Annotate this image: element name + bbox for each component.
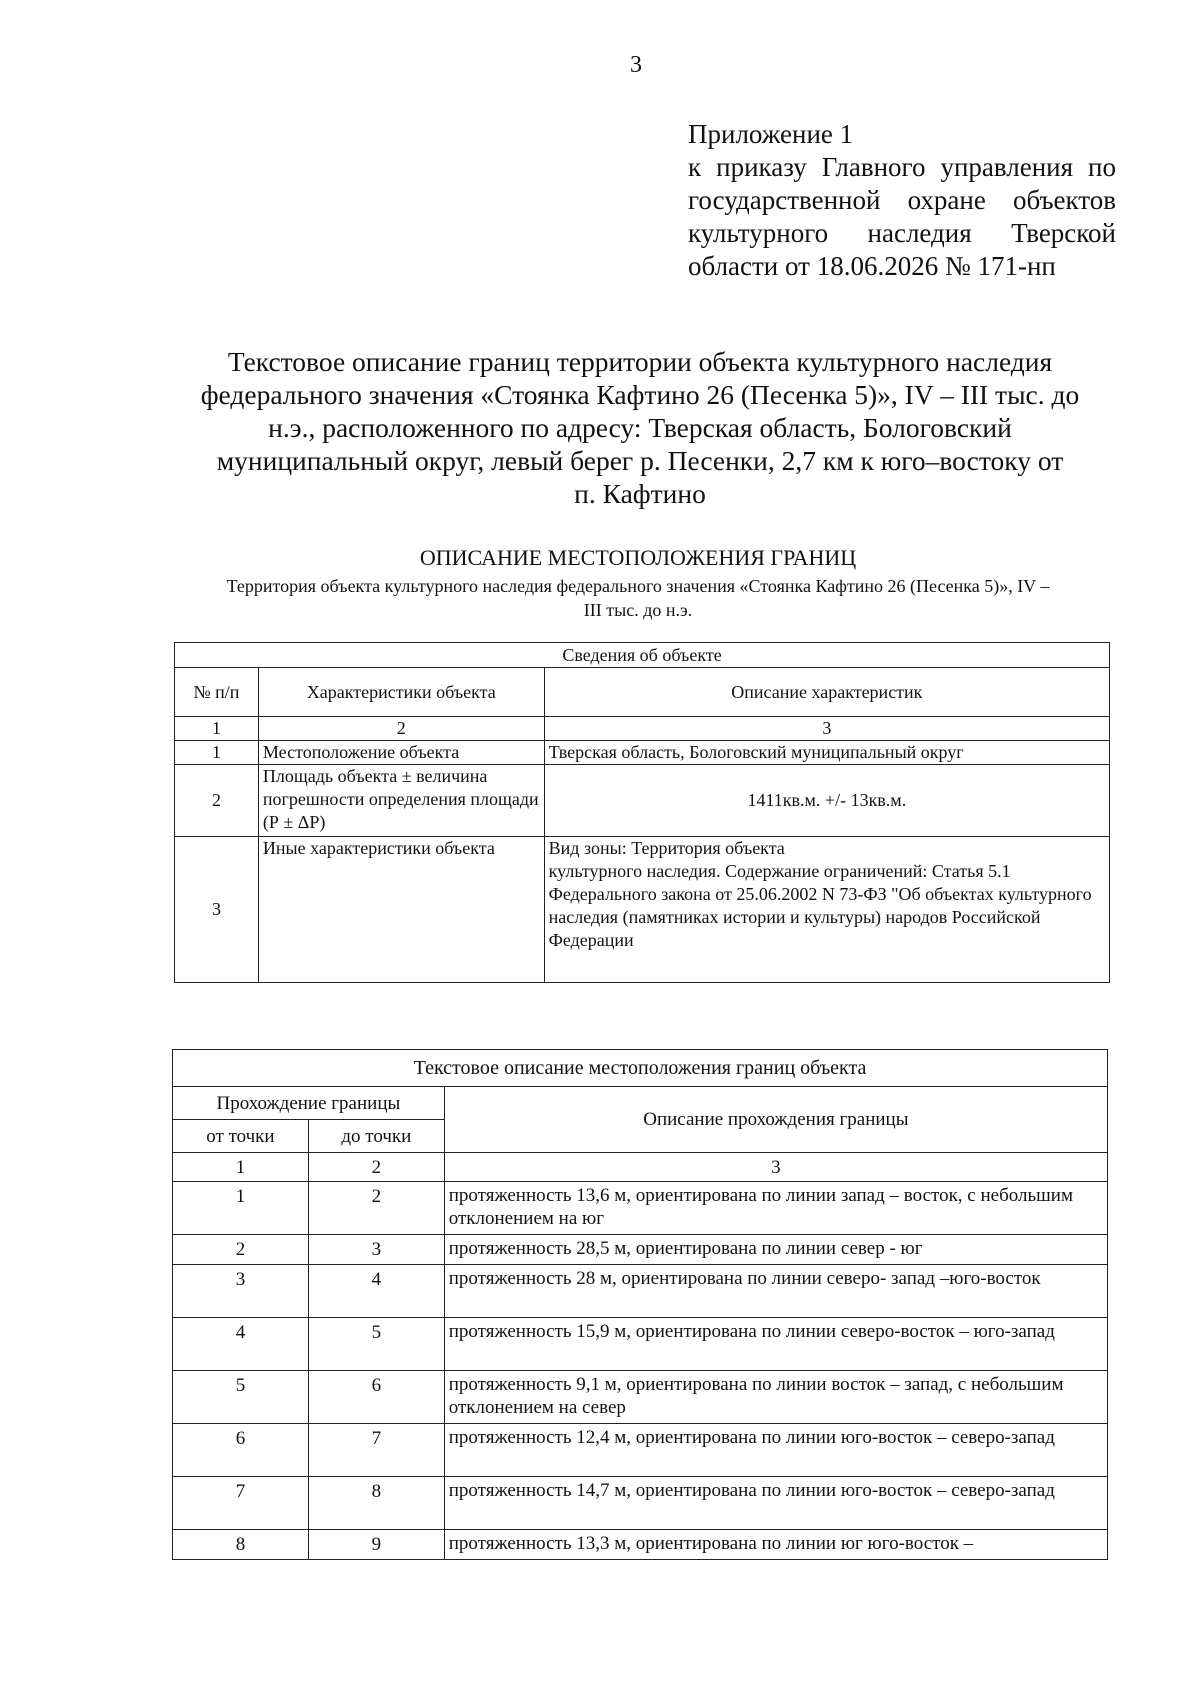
appendix-line-1: Приложение 1: [688, 119, 854, 149]
header-to-point: до точки: [308, 1120, 444, 1153]
header-characteristics: Характеристики объекта: [258, 668, 544, 717]
column-number: 2: [308, 1153, 444, 1182]
to-point: 3: [308, 1235, 444, 1265]
from-point: 8: [173, 1530, 309, 1560]
table-row: [173, 1265, 1108, 1318]
document-title-line-4: муниципальный округ, левый берег р. Песенки, 2,7 км к юго–востоку от: [216, 445, 1064, 476]
table-row: [173, 1530, 1108, 1560]
from-point: 3: [173, 1265, 309, 1318]
to-point: 6: [308, 1371, 444, 1424]
boundary-description: протяженность 28,5 м, ориентирована по линии север - юг: [444, 1235, 1107, 1265]
boundary-description: протяженность 9,1 м, ориентирована по линии восток – запад, с небольшим отклонением на север: [444, 1371, 1107, 1424]
boundary-table-caption: Текстовое описание местоположения границ объекта: [173, 1050, 1108, 1087]
document-title-line-1: Текстовое описание границ территории объекта культурного наследия: [227, 346, 1053, 377]
row-description: [544, 837, 1109, 983]
row-description: Тверская область, Бологовский муниципальный округ: [544, 741, 1109, 765]
appendix-header: [688, 118, 1116, 283]
row-description-line-1: Вид зоны: Территория объекта: [548, 838, 785, 858]
section-title: ОПИСАНИЕ МЕСТОПОЛОЖЕНИЯ ГРАНИЦ: [419, 545, 857, 570]
boundary-description: протяженность 14,7 м, ориентирована по линии юго-восток – северо-запад: [444, 1477, 1107, 1530]
header-from-point: от точки: [173, 1120, 309, 1153]
to-point: 5: [308, 1318, 444, 1371]
boundary-description: протяженность 15,9 м, ориентирована по линии северо-восток – юго-запад: [444, 1318, 1107, 1371]
column-number: 1: [175, 717, 259, 741]
table-caption-row: [175, 643, 1110, 668]
boundary-description: протяженность 28 м, ориентирована по линии северо- запад –юго-восток: [444, 1265, 1107, 1318]
table-row: [173, 1235, 1108, 1265]
to-point: 7: [308, 1424, 444, 1477]
object-table-caption: Сведения об объекте: [175, 643, 1110, 668]
table-row: [175, 741, 1110, 765]
row-num: 1: [175, 741, 259, 765]
from-point: 7: [173, 1477, 309, 1530]
section-subtitle-line-2: III тыс. до н.э.: [583, 600, 693, 620]
page-number: 3: [630, 52, 642, 78]
from-point: 2: [173, 1235, 309, 1265]
row-num: 3: [175, 837, 259, 983]
appendix-line-2: к приказу Главного управления по: [688, 152, 1116, 182]
from-point: 1: [173, 1182, 309, 1235]
header-num: № п/п: [175, 668, 259, 717]
to-point: 4: [308, 1265, 444, 1318]
table-row: [173, 1318, 1108, 1371]
row-num: 2: [175, 765, 259, 837]
header-description: Описание характеристик: [544, 668, 1109, 717]
table-row: [173, 1371, 1108, 1424]
boundary-description: протяженность 13,3 м, ориентирована по линии юг юго-восток –: [444, 1530, 1107, 1560]
row-description: 1411кв.м. +/- 13кв.м.: [544, 765, 1109, 837]
from-point: 6: [173, 1424, 309, 1477]
column-number-row: [175, 717, 1110, 741]
table-row: [173, 1477, 1108, 1530]
column-number: 3: [444, 1153, 1107, 1182]
to-point: 2: [308, 1182, 444, 1235]
boundary-description: протяженность 12,4 м, ориентирована по линии юго-восток – северо-запад: [444, 1424, 1107, 1477]
column-number-row: [173, 1153, 1108, 1182]
to-point: 9: [308, 1530, 444, 1560]
appendix-line-4: культурного наследия Тверской: [688, 218, 1116, 248]
column-number: 2: [258, 717, 544, 741]
row-characteristic: Местоположение объекта: [258, 741, 544, 765]
object-info-table: [174, 642, 1110, 983]
table-header-row: [175, 668, 1110, 717]
column-number: 1: [173, 1153, 309, 1182]
row-description-line-2: культурного наследия. Содержание ограничений: Статья 5.1 Федерального закона от 25.06.2002 N 73-ФЗ "Об объектах культурного наследия (памятниках истории и культуры) народов Российской Федерации: [548, 861, 1092, 950]
document-title-line-5: п. Кафтино: [574, 478, 706, 509]
boundary-table: [172, 1049, 1108, 1560]
document-title-line-2: федерального значения «Стоянка Кафтино 26 (Песенка 5)», IV – III тыс. до: [200, 379, 1080, 410]
table-row: [173, 1182, 1108, 1235]
from-point: 4: [173, 1318, 309, 1371]
document-title-line-3: н.э., расположенного по адресу: Тверская область, Бологовский: [268, 412, 1012, 443]
column-number: 3: [544, 717, 1109, 741]
appendix-line-5: области от 18.06.2026 № 171-нп: [688, 251, 1056, 281]
appendix-line-3: государственной охране объектов: [688, 185, 1116, 215]
table-caption-row: [173, 1050, 1108, 1087]
table-row: [175, 837, 1110, 983]
table-row: [173, 1424, 1108, 1477]
table-header-row: [173, 1087, 1108, 1120]
table-row: [175, 765, 1110, 837]
document-title: [175, 345, 1105, 510]
to-point: 8: [308, 1477, 444, 1530]
row-characteristic: Иные характеристики объекта: [258, 837, 544, 983]
header-boundary-description: Описание прохождения границы: [444, 1087, 1107, 1153]
from-point: 5: [173, 1371, 309, 1424]
boundary-description: протяженность 13,6 м, ориентирована по линии запад – восток, с небольшим отклонением на юг: [444, 1182, 1107, 1235]
section-subtitle: [170, 574, 1106, 622]
row-characteristic: Площадь объекта ± величина погрешности определения площади (Р ± ΔР): [258, 765, 544, 837]
header-passage: Прохождение границы: [173, 1087, 445, 1120]
section-subtitle-line-1: Территория объекта культурного наследия федерального значения «Стоянка Кафтино 26 (Песенка 5)», IV –: [226, 576, 1050, 596]
